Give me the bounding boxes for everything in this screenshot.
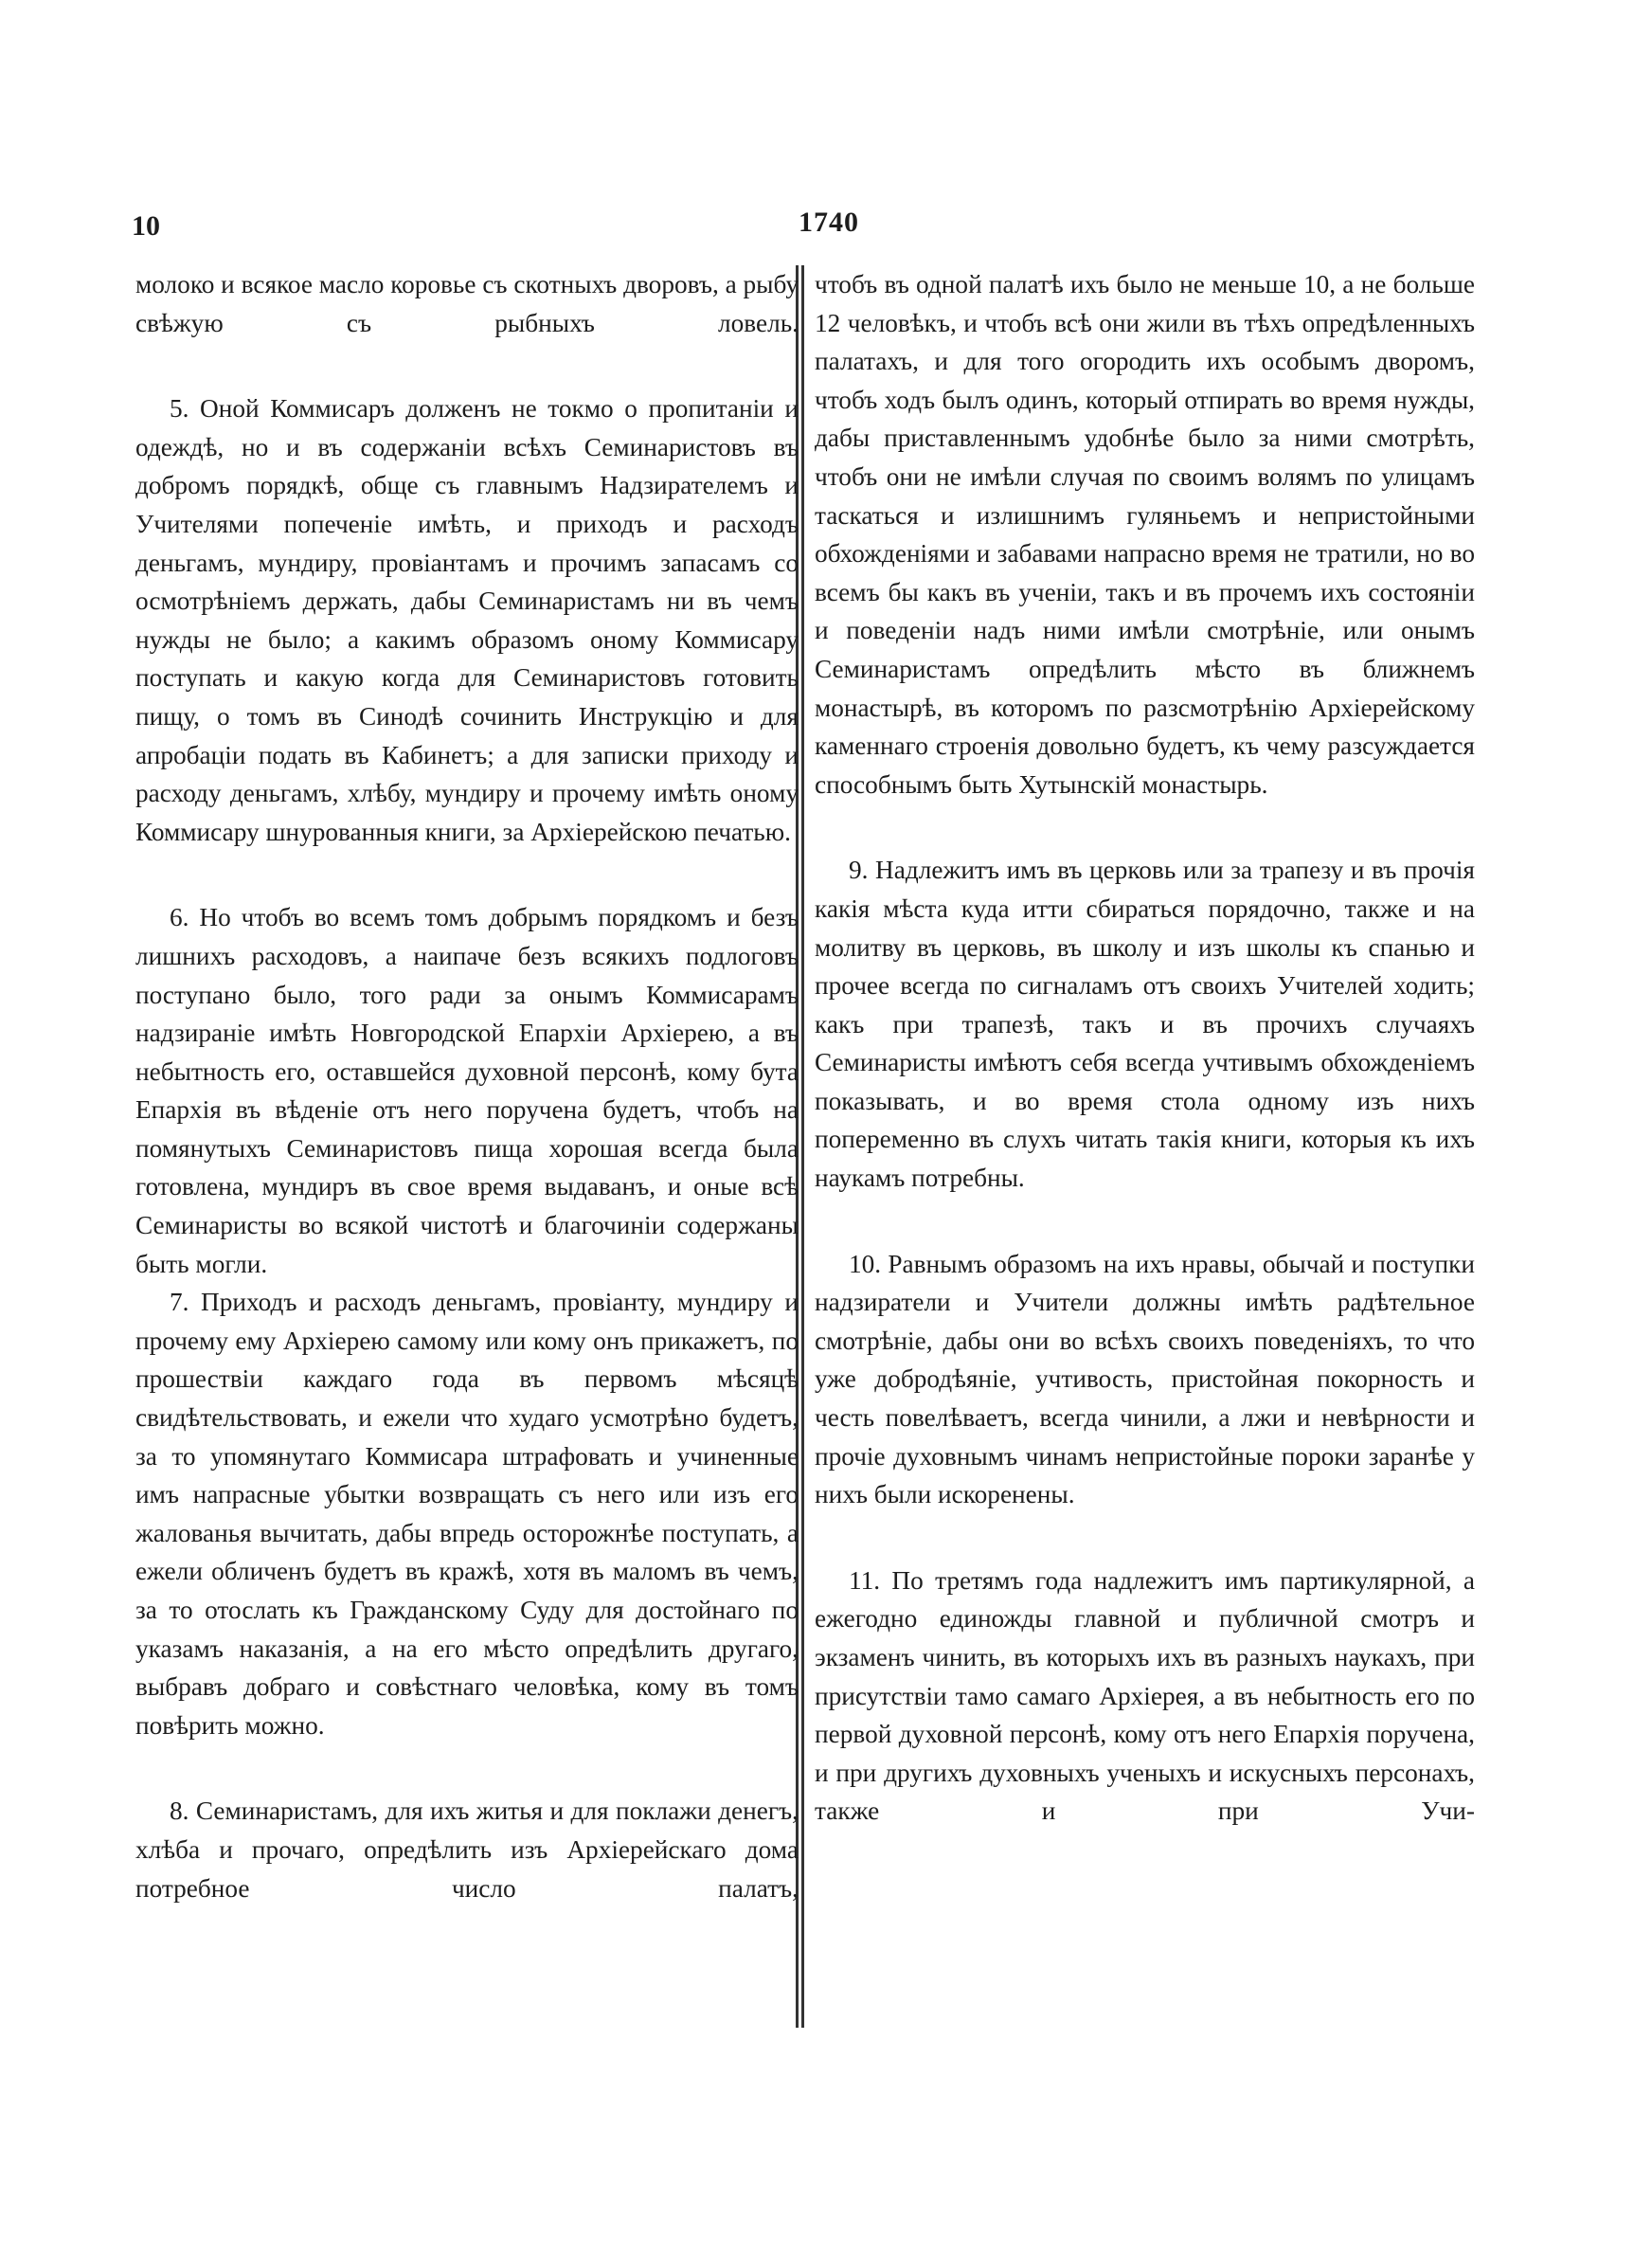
paragraph-11: 11. По третямъ года надлежитъ имъ партикулярной, а ежегодно единожды главной и публичной смотръ и экзаменъ чинить, въ которыхъ ихъ въ разныхъ наукахъ, при присутствіи тамо самаго Архіерея, а въ небытность его по первой духовной персонѣ, кому отъ него Епархія поручена, и при другихъ духовныхъ ученыхъ и искусныхъ персонахъ, также и при Учи- [815,1565,1475,1826]
paragraph-continuation: молоко и всякое масло коровье съ скотныхъ дворовъ, а рыбу свѣжую съ рыбныхъ ловель. [135,270,799,337]
left-column [135,265,799,1955]
page-number: 10 [132,210,160,242]
paragraph-8: 8. Семинаристамъ, для ихъ житья и для поклажи денегъ, хлѣба и прочаго, опредѣлить изъ Архіерейскаго дома потребное число палатъ, [135,1797,799,1903]
paragraph-9: 9. Надлежитъ имъ въ церковь или за трапезу и въ прочія какія мѣста куда итти сбираться порядочно, также и на молитву въ церковь, въ школу и изъ школы къ спанью и прочее всегда по сигналамъ отъ своихъ Учителей ходить; какъ при трапезѣ, такъ и въ прочихъ случаяхъ Семинаристы имѣютъ себя всегда учтивымъ обхожденіемъ показывать, и во время стола одному изъ нихъ попеременно въ слухъ читать такія книги, которыя къ ихъ наукамъ потребны. [815,856,1475,1193]
column-divider-line [801,265,804,2028]
paragraph-8-continuation: чтобъ въ одной палатѣ ихъ было не меньше 10, а не больше 12 человѣкъ, и чтобъ всѣ они жили въ тѣхъ опредѣленныхъ палатахъ, и для того огородить ихъ особымъ дворомъ, чтобъ ходъ былъ одинъ, который отпирать во время нужды, дабы приставленнымъ удобнѣе было за ними смотрѣть, чтобъ они не имѣли случая по своимъ волямъ по улицамъ таскаться и излишнимъ гуляньемъ и непристойными обхожденіями и забавами напрасно время не тратили, но во всемъ бы какъ въ ученіи, такъ и въ прочемъ ихъ состояніи и поведеніи надъ ними имѣли смотрѣніе, или онымъ Семинаристамъ опредѣлить мѣсто въ ближнемъ монастырѣ, въ которомъ по разсмотрѣнію Архіерейскому каменнаго строенія довольно будетъ, къ чему разсуждается способнымъ быть Хутынскій монастырь. [815,270,1475,799]
page-year: 1740 [799,207,859,238]
paragraph-7: 7. Приходъ и расходъ деньгамъ, провіанту, мундиру и прочему ему Архіерею самому или кому онъ прикажетъ, по прошествіи каждаго года въ первомъ мѣсяцѣ свидѣтельствовать, и ежели что худаго усмотрѣно будетъ, за то упомянутаго Коммисара штрафовать и учиненные имъ напрасные убытки возвращать съ него или изъ его жалованья вычитать, дабы впредь осторожнѣе поступать, а ежели обличенъ будетъ въ кражѣ, хотя въ маломъ въ чемъ, за то отослать къ Гражданскому Суду для достойнаго по указамъ наказанія, а на его мѣсто опредѣлить другаго, выбравъ добраго и совѣстнаго человѣка, кому въ томъ повѣрить можно. [135,1288,799,1740]
paragraph-6: 6. Но чтобъ во всемъ томъ добрымъ порядкомъ и безъ лишнихъ расходовъ, а наипаче безъ всякихъ подлоговъ поступано было, того ради за онымъ Коммисарамъ надзираніе имѣть Новгородской Епархіи Архіерею, а въ небытность его, оставшейся духовной персонѣ, кому бута Епархія въ вѣденіе отъ него поручена будетъ, чтобъ на помянутыхъ Семинаристовъ пища хорошая всегда была готовлена, мундиръ въ свое время выдаванъ, и оные всѣ Семинаристы во всякой чистотѣ и благочиніи содержаны быть могли. [135,903,799,1278]
paragraph-5: 5. Оной Коммисаръ долженъ не токмо о пропитаніи и одеждѣ, но и въ содержаніи всѣхъ Семинаристовъ въ добромъ порядкѣ, обще съ главнымъ Надзирателемъ и Учителями попеченіе имѣть, и приходъ и расходъ деньгамъ, мундиру, провіантамъ и прочимъ запасамъ со осмотрѣніемъ держать, дабы Семинаристамъ ни въ чемъ нужды не было; а какимъ образомъ оному Коммисару поступать и какую когда для Семинаристовъ готовить пищу, о томъ въ Синодѣ сочинить Инструкцію и для апробаціи подать въ Кабинетъ; а для записки приходу и расходу деньгамъ, хлѣбу, мундиру и прочему имѣть оному Коммисару шнурованныя книги, за Архіерейскою печатью. [135,394,799,846]
right-column [815,265,1475,1878]
paragraph-10: 10. Равнымъ образомъ на ихъ нравы, обычай и поступки надзиратели и Учители должны имѣть радѣтельное смотрѣніе, дабы они во всѣхъ своихъ поведеніяхъ, то что уже добродѣяніе, учтивость, пристойная покорность и честь повелѣваетъ, всегда чинили, а лжи и невѣрности и прочіе духовнымъ чинамъ непристойные пороки заранѣе у нихъ были искоренены. [815,1249,1475,1509]
